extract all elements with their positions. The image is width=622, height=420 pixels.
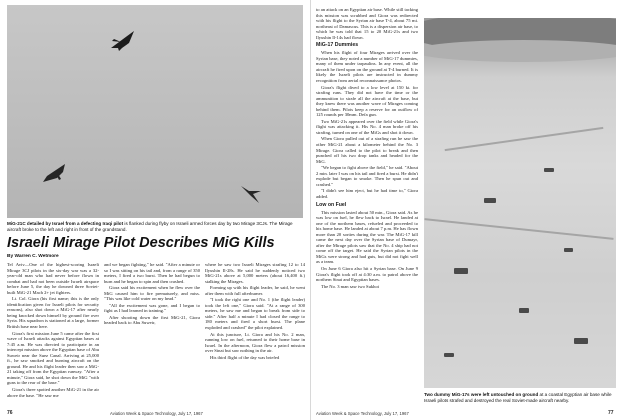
- airbase-aerial-photo: [424, 18, 616, 388]
- paragraph: Lt. Col. Giora (his first name; this is the only identification given for Israeli pilots for security reasons), also shot down a MiG-17 after nearly being knocked down himself by ground fire over Syria. His squadron is stationed at a large, former British base near here.: [7, 296, 99, 330]
- article-headline: Israeli Mirage Pilot Describes MiG Kills: [7, 235, 275, 251]
- paragraph: "We began to fight above the field," he said. "About 2 min. later I was on his tail and fired a burst. He didn't explode but began to smoke. Then he spun out and crashed.": [316, 165, 418, 187]
- page-number-left: 76: [7, 410, 13, 416]
- paragraph: His third flight of the day was briefed: [210, 354, 280, 360]
- coastline: [424, 40, 616, 62]
- aircraft-shadow: [564, 248, 573, 252]
- article-column-2: [104, 262, 200, 414]
- paragraph: "I didn't see him eject, but he had time to," Giora added.: [316, 188, 418, 199]
- paragraph: "All the excitement was gone, and I began to fight as I had learned in training.": [104, 302, 200, 314]
- paragraph: and we began fighting," he said. "After a minute or so I was sitting on his tail and, from a range of 350 meters, I fired a two burst. Then he had begun to burn and he began to spin and then crashed.: [104, 262, 200, 284]
- paragraph: On June 6 Giora also hit a Syrian base. On June 9 Giora's flight took off at 4:30 a.m. to patrol above the northern Sinai and Egyptian bases.: [316, 265, 418, 283]
- top-photo-caption: [7, 221, 305, 232]
- paragraph: When Giora pulled out of a strafing run he saw the other MiG-21 about a kilometer behind the No. 3 Mirage. Giora called to the pilot to break and then punched off his two drop tanks and headed for the MiG.: [316, 136, 418, 164]
- flyby-photo: [7, 5, 303, 218]
- taxiway-track: [424, 218, 613, 240]
- side-photo-caption-bold: Two dummy MiG-17s were left untouched on ground: [424, 392, 539, 397]
- paragraph: The No. 3 man saw two Sukhoi: [321, 283, 380, 289]
- aircraft-shadow: [444, 353, 454, 357]
- paragraph: where he saw two Israeli Mirages strafing 12 to 14 Ilyushin Il-28s. He said he suddenly noticed two MiG-21s above at 5,000 meters (about 16,400 ft.) stalking the Mirages.: [205, 262, 305, 284]
- paragraph: Forming up with his flight leader, he said, he went after them with full afterburner.: [205, 285, 305, 296]
- subhead-mig17-dummies: MiG-17 Dummies: [316, 42, 359, 49]
- paragraph: This mission lasted about 50 min., Giora said. As he was low on fuel, he flew back to Israel. He landed at one of the northern bases, refueled and proceeded to his home base. He landed at about 7 p.m. He has flown more than 20 sorties during the war. The MiG-17 kill came the next day over the Syrian base of Dumayr, after the Mirage pilots saw that the No. 4 ship had not come off the target. He said the Syrian pilots in the MiGs were strong and had guts, but did not fight well as a team.: [316, 209, 418, 265]
- article-column-4: [316, 7, 418, 407]
- aircraft-shadow: [454, 268, 468, 274]
- aircraft-shadow: [484, 198, 496, 203]
- paragraph: Giora's flight dived to a low level at 150 kt. for strafing runs. They did not have the time or the ammunition to strafe all the aircraft at the base, but they knew there was another wave of Mirages coming behind them. Pilots keep a reserve for an outflow of 125 rounds per 30mm. Defa gun.: [316, 84, 418, 118]
- subhead-low-on-fuel: Low on Fuel: [316, 201, 347, 208]
- mig21-jet-icon: [107, 29, 137, 55]
- runway-track: [445, 127, 604, 151]
- side-photo-caption-text: at a coastal Egyptian air base while Israeli pilots strafed and destroyed the real Soviet-made aircraft nearby.: [424, 392, 612, 403]
- paragraph: At this juncture, Lt. Giora and his No. 2 man, running low on fuel, returned to their home base in Israel. In the afternoon, Giora flew a patrol mission over Sinai but saw nothing in the air.: [205, 331, 305, 354]
- paragraph: to an attack on an Egyptian air base. While still tacking this mission was scrubbed and Giora was redirected with his flight to the Syrian air base T-4, about 75 mi. northeast of Damascus. This is a dispersion air base, to which he was told that 15 to 20 MiG-21s and two Ilyushin Il-14s had flown.: [316, 7, 418, 40]
- footer-right: Aviation Week & Space Technology, July 17, 1967: [316, 411, 409, 416]
- page-number-right: 77: [608, 410, 614, 416]
- footer-left: Aviation Week & Space Technology, July 17, 1967: [110, 411, 203, 416]
- top-photo-caption-bold: MiG-21C detailed by Israel from a defecting Iraqi pilot: [7, 221, 124, 226]
- article-column-1: [7, 262, 99, 414]
- paragraph: Two MiG-21s appeared over the field while Giora's flight was attacking it. His No. 4 man broke off his strafing, turned on one of the MiGs and shot it down.: [316, 118, 418, 135]
- paragraph: When his flight of four Mirages arrived over the Syrian base, they noted a number of MiG-17 dummies, many of them under tarpaulins. In any event, all the aircraft he fired upon on the ground at T-4 burned. It is likely the Israeli pilots are instructed in dummy recognition from aerial reconnaissance photos.: [316, 50, 418, 84]
- aircraft-shadow: [544, 168, 554, 172]
- paragraph: Giora's first mission June 5 came after the first wave of Israeli attacks against Egyptian bases at 7:45 a.m. He was directed to participate in an intercept mission above the Egyptian base of Abu Suweir near the Suez Canal. Arriving at 25,000 ft., he saw smoked and burning aircraft on the ground. He and his flight leader then saw a MiG-21 taking off from the Egyptian runway. "After a minute," Giora said, he shot down the MiG "with guns to the rear of the base.": [7, 330, 99, 386]
- mirage-jet-right-icon: [239, 183, 263, 205]
- paragraph: Tel Aviv—One of the highest-scoring Israeli Mirage 3CJ pilots in the six-day war was a 32-year-old man who had never before flown in combat and had not been outside Israeli airspace before June 5, the day he downed three Soviet-built MiG-21 Mach 2+ jet fighters.: [7, 262, 99, 295]
- top-photo-caption-text: is flanked during flyby on Israeli armed forces day by two Mirage 3CJs. The Mirage aircraft broke to the left and right in front of the grandstand.: [7, 221, 293, 232]
- side-photo-caption: [424, 392, 616, 403]
- paragraph: "I took the right one and No. 1 (the flight leader) took the left one," Giora said. "At a range of 300 meters, he saw me and began to break from side to side." After half a minute I had closed the range to 180 meters and fired a short burst. The plane exploded and crashed" the pilot explained.: [205, 297, 305, 331]
- page-gutter: [310, 0, 311, 420]
- article-column-3: [205, 262, 305, 414]
- aircraft-shadow: [519, 308, 529, 313]
- paragraph: After shooting down the first MiG-21, Giora headed back to Abu Suweir,: [104, 314, 200, 326]
- mirage-jet-left-icon: [41, 162, 69, 184]
- paragraph: Giora said his excitement when he flew over the MiG caused him to fire prematurely, and miss. "This was like cold water on my head.": [104, 285, 200, 302]
- aircraft-shadow: [574, 338, 588, 344]
- article-byline: By Warren C. Wetmore: [7, 254, 59, 259]
- paragraph: Giora's three spotted another MiG-21 in the air above the base. "He saw me: [7, 387, 99, 398]
